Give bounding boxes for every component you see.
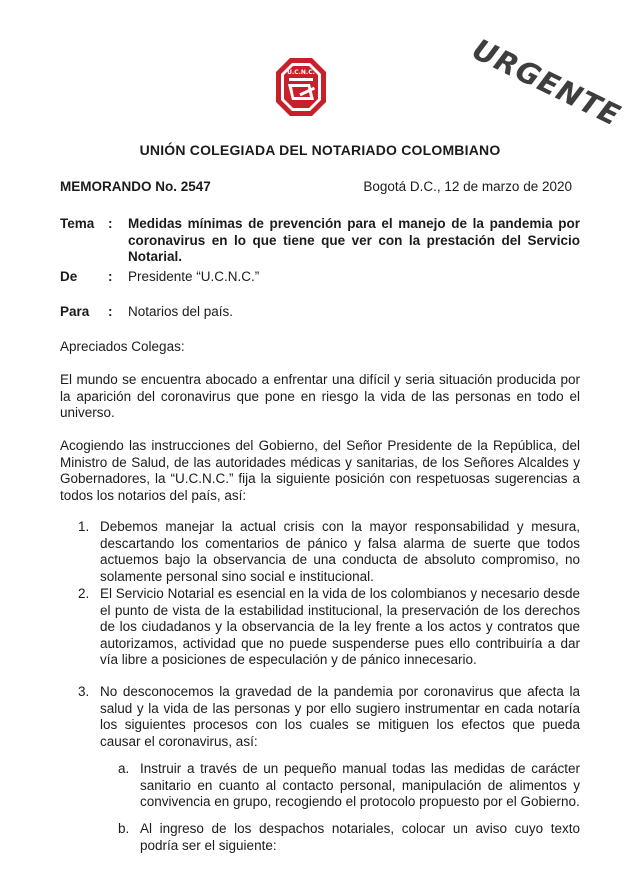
sub-item-text: Instruir a través de un pequeño manual todas las medidas de carácter sanitario en cuanto al contacto personal, manipulación de alimentos y convivencia en grupo, recogiendo el protocolo propuesto por el Gobierno. — [140, 761, 580, 809]
memo-date: Bogotá D.C., 12 de marzo de 2020 — [363, 179, 572, 194]
urgent-stamp: URGENTE — [467, 31, 627, 133]
tema-label: Tema — [60, 216, 95, 231]
de-colon: : — [108, 269, 113, 284]
sub-item-text: Al ingreso de los despachos notariales, colocar un aviso cuyo texto podría ser el siguiente: — [140, 821, 580, 853]
instructions-paragraph: Acogiendo las instrucciones del Gobierno, del Señor Presidente de la República, del Ministro de Salud, de las autoridades médicas y sanitarias, de los Señores Alcaldes y Gobernadores, la “U.C.N.C.” fija la siguiente posición con respetuosas sugerencias a todos los notarios del país, así: — [60, 438, 580, 503]
list-item-text: Debemos manejar la actual crisis con la mayor responsabilidad y mesura, descartando los comentarios de pánico y falsa alarma de suerte que todos actuemos bajo la observancia de una conducta de absoluto compromiso, no solamente personal sino social e institucional. — [100, 519, 580, 584]
list-item-text: No desconocemos la gravedad de la pandemia por coronavirus que afecta la salud y la vida de las personas y por ello sugiero instrumentar en cada notaría los siguientes procesos con los cuales se mitiguen los efectos que pueda causar el coronavirus, así: — [100, 684, 580, 749]
tema-value: Medidas mínimas de prevención para el manejo de la pandemia por coronavirus en lo que tiene que ver con la prestación del Servicio Notarial. — [128, 216, 580, 264]
de-label: De — [60, 269, 78, 284]
de-value: Presidente “U.C.N.C.” — [128, 269, 260, 284]
list-item-number: 3. — [78, 684, 90, 699]
list-item-text: El Servicio Notarial es esencial en la vida de los colombianos y necesario desde el punto de vista de la estabilidad institucional, la preservación de los derechos de los ciudadanos y la observancia de la ley frente a los actos y contratos que autorizamos, actividad que no puede suspenderse pues ello contribuiría a dar vía libre a posiciones de especulación y de pánico innecesario. — [100, 586, 580, 667]
para-value: Notarios del país. — [128, 304, 234, 319]
salutation: Apreciados Colegas: — [60, 339, 185, 354]
ucnc-seal-icon — [274, 56, 328, 118]
sub-item-letter: b. — [118, 821, 130, 836]
sub-item-letter: a. — [118, 761, 130, 776]
list-item-number: 2. — [78, 586, 90, 601]
tema-colon: : — [108, 216, 113, 231]
para-colon: : — [108, 304, 113, 319]
intro-paragraph: El mundo se encuentra abocado a enfrentar una difícil y seria situación producida por la aparición del coronavirus que pone en riesgo la vida de las personas en todo el universo. — [60, 372, 580, 420]
list-item-number: 1. — [78, 519, 90, 534]
para-label: Para — [60, 304, 90, 319]
memo-number: MEMORANDO No. 2547 — [60, 179, 211, 194]
organization-title: UNIÓN COLEGIADA DEL NOTARIADO COLOMBIANO — [139, 142, 501, 158]
seal-lettering: U.C.N.C. — [287, 69, 315, 76]
